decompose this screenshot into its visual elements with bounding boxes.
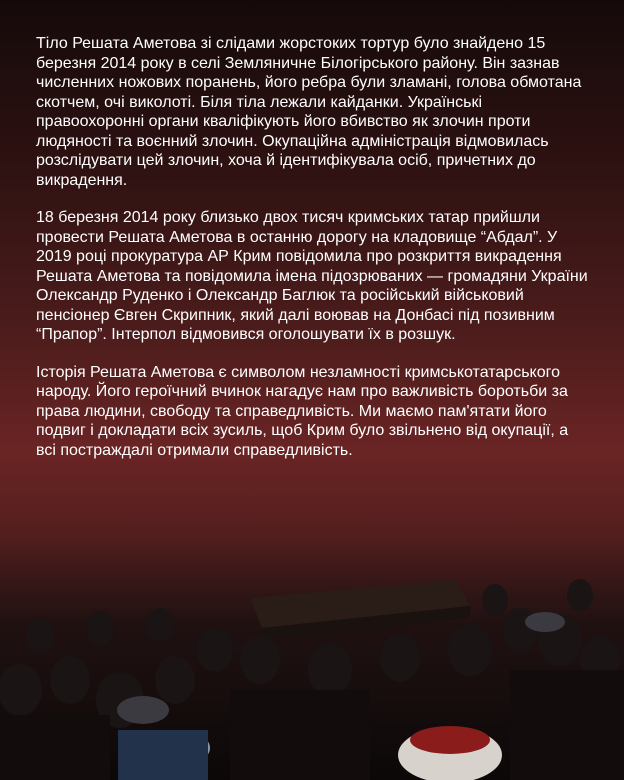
paragraph-funeral-investigation: 18 березня 2014 року близько двох тисяч кримських татар прийшли провести Решата Аметова в останню дорогу на кладовище “Абдал”. У 2019 році прокуратура АР Крим повідомила про розкриття викрадення Решата Аметова та повідомила імена підозрюваних — громадяни України Олександр Руденко і Олександр Баглюк та російський військовий пенсіонер Євген Скрипник, який далі воював на Донбасі під позивним “Прапор”. Інтерпол відмовився оголошувати їх в розшук. (36, 209, 588, 343)
paragraph-legacy: Історія Решата Аметова є символом незламності кримськотатарського народу. Його героїчний вчинок нагадує нам про важливість боротьби за права людини, свободу та справедливість. Ми маємо пам'ятати його подвиг і докладати всіх зусиль, щоб Крим було звільнено від окупації, а всі постраждалі отримали справедливість. (36, 363, 569, 459)
paragraph-discovery: Тіло Решата Аметова зі слідами жорстоких тортур було знайдено 15 березня 2014 року в селі Земляничне Білогірського району. Він зазнав численних ножових поранень, його ребра були зламані, голова обмотана скотчем, очі виколоті. Біля тіла лежали кайданки. Українські правоохоронні органи кваліфікують його вбивство як злочин проти людяності та воєнний злочин. Окупаційна адміністрація відмовилась розслідувати цей злочин, хоча й ідентифікувала осіб, причетних до викрадення. (36, 35, 582, 189)
article-text (36, 34, 592, 478)
funeral-crowd-photo (0, 540, 624, 780)
